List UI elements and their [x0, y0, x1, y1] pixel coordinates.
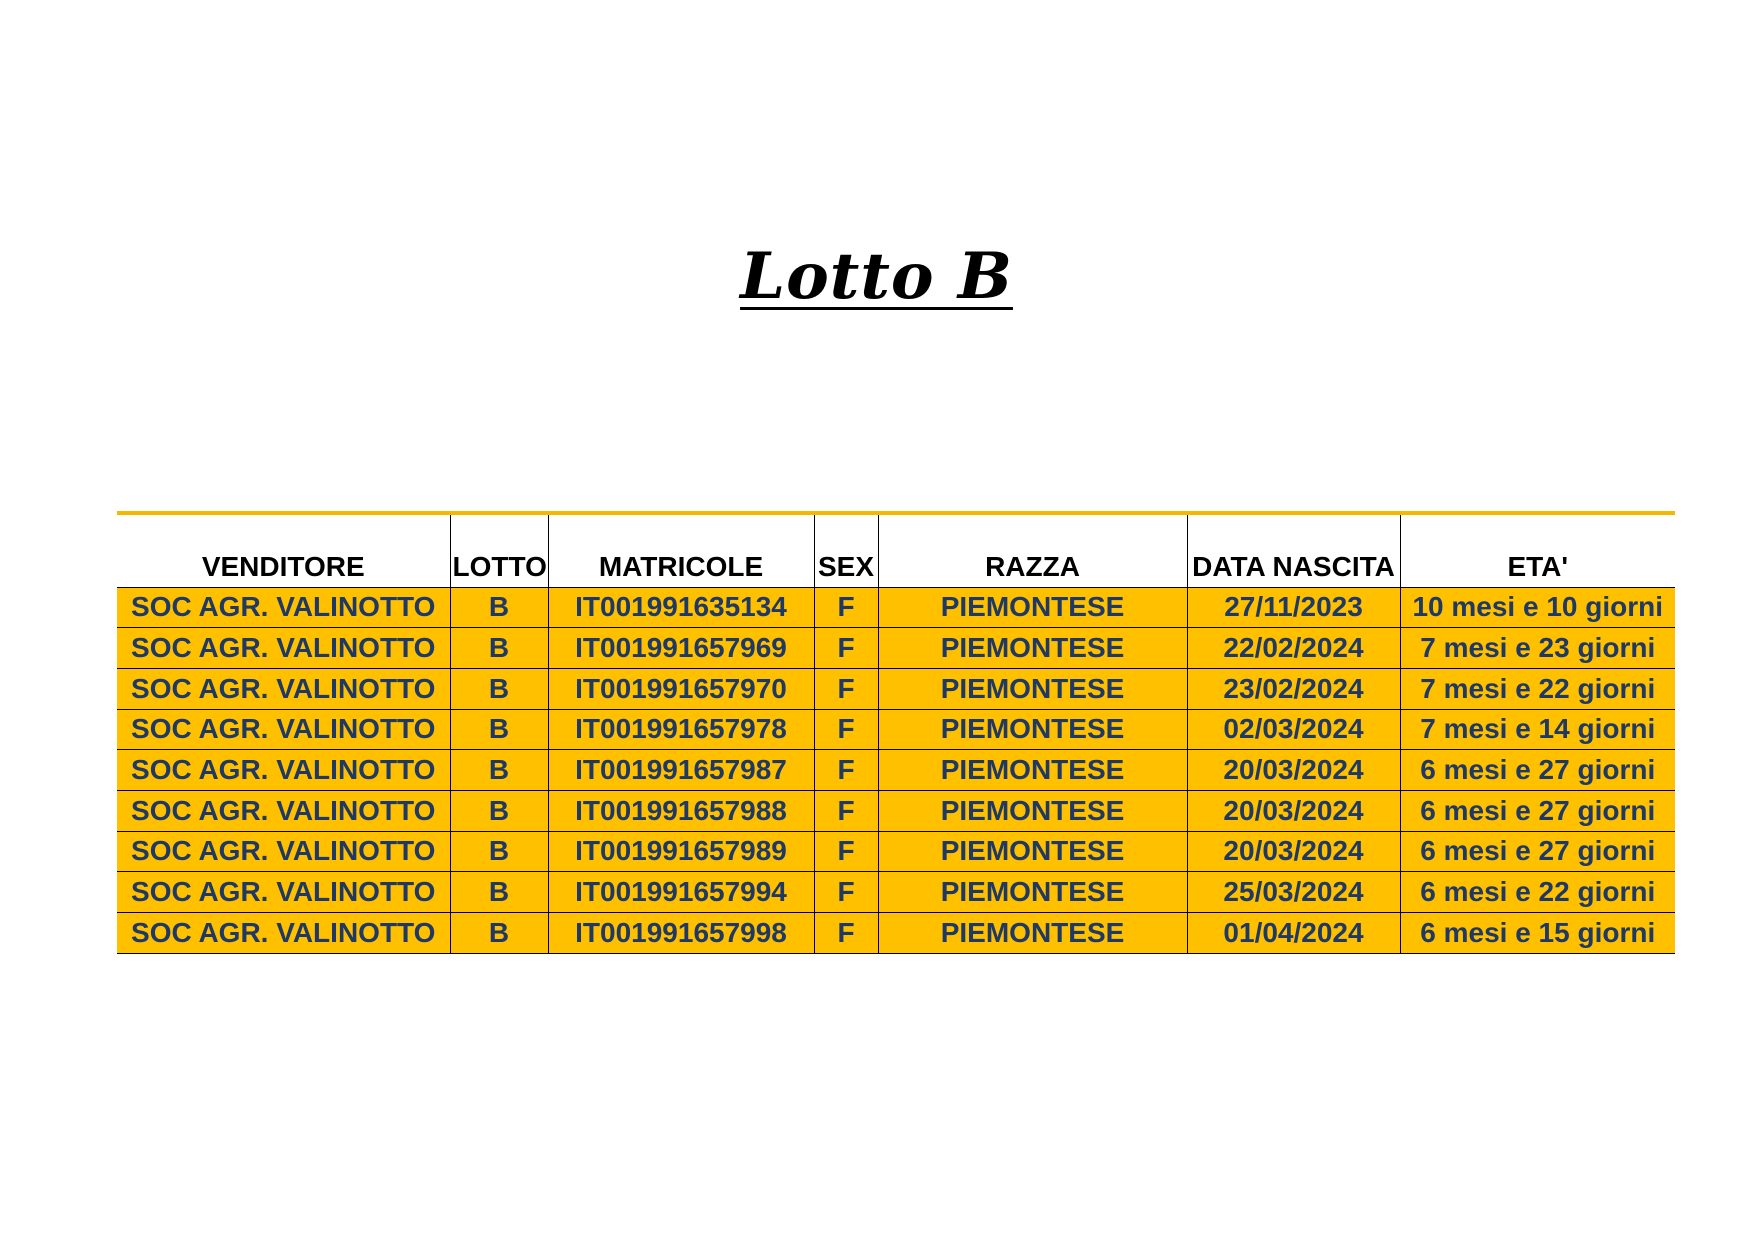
- cell-lotto: B: [450, 750, 548, 791]
- table-body: [117, 587, 1675, 953]
- cell-data-nascita: 20/03/2024: [1187, 750, 1400, 791]
- table-row: [117, 913, 1675, 954]
- cell-eta: 7 mesi e 23 giorni: [1400, 628, 1675, 669]
- cell-razza: PIEMONTESE: [878, 790, 1187, 831]
- cell-sex: F: [814, 587, 878, 628]
- cell-razza: PIEMONTESE: [878, 872, 1187, 913]
- lot-table: [117, 511, 1675, 954]
- cell-data-nascita: 20/03/2024: [1187, 790, 1400, 831]
- cell-razza: PIEMONTESE: [878, 913, 1187, 954]
- cell-sex: F: [814, 628, 878, 669]
- cell-razza: PIEMONTESE: [878, 831, 1187, 872]
- cell-eta: 6 mesi e 15 giorni: [1400, 913, 1675, 954]
- cell-matricola: IT001991657969: [548, 628, 814, 669]
- cell-matricola: IT001991657978: [548, 709, 814, 750]
- table-row: [117, 872, 1675, 913]
- page-title: [0, 238, 1753, 316]
- cell-venditore: SOC AGR. VALINOTTO: [117, 587, 450, 628]
- cell-sex: F: [814, 790, 878, 831]
- cell-lotto: B: [450, 587, 548, 628]
- header-lotto: LOTTO: [450, 513, 548, 587]
- cell-eta: 7 mesi e 14 giorni: [1400, 709, 1675, 750]
- cell-matricola: IT001991657988: [548, 790, 814, 831]
- cell-venditore: SOC AGR. VALINOTTO: [117, 750, 450, 791]
- cell-eta: 10 mesi e 10 giorni: [1400, 587, 1675, 628]
- cell-venditore: SOC AGR. VALINOTTO: [117, 872, 450, 913]
- cell-data-nascita: 23/02/2024: [1187, 668, 1400, 709]
- cell-razza: PIEMONTESE: [878, 709, 1187, 750]
- cell-sex: F: [814, 709, 878, 750]
- cell-razza: PIEMONTESE: [878, 750, 1187, 791]
- cell-eta: 7 mesi e 22 giorni: [1400, 668, 1675, 709]
- table-header: [117, 513, 1675, 587]
- cell-eta: 6 mesi e 27 giorni: [1400, 750, 1675, 791]
- cell-venditore: SOC AGR. VALINOTTO: [117, 790, 450, 831]
- cell-data-nascita: 20/03/2024: [1187, 831, 1400, 872]
- cell-data-nascita: 22/02/2024: [1187, 628, 1400, 669]
- cell-matricola: IT001991657998: [548, 913, 814, 954]
- cell-sex: F: [814, 668, 878, 709]
- cell-lotto: B: [450, 628, 548, 669]
- cell-razza: PIEMONTESE: [878, 668, 1187, 709]
- header-sex: SEX: [814, 513, 878, 587]
- cell-venditore: SOC AGR. VALINOTTO: [117, 628, 450, 669]
- header-data-nascita: DATA NASCITA: [1187, 513, 1400, 587]
- cell-sex: F: [814, 831, 878, 872]
- cell-data-nascita: 27/11/2023: [1187, 587, 1400, 628]
- cell-lotto: B: [450, 872, 548, 913]
- cell-eta: 6 mesi e 27 giorni: [1400, 831, 1675, 872]
- table-row: [117, 831, 1675, 872]
- cell-sex: F: [814, 913, 878, 954]
- table-row: [117, 587, 1675, 628]
- cell-matricola: IT001991657994: [548, 872, 814, 913]
- cell-venditore: SOC AGR. VALINOTTO: [117, 913, 450, 954]
- cell-data-nascita: 25/03/2024: [1187, 872, 1400, 913]
- header-venditore: VENDITORE: [117, 513, 450, 587]
- cell-matricola: IT001991657970: [548, 668, 814, 709]
- table-row: [117, 750, 1675, 791]
- cell-matricola: IT001991657987: [548, 750, 814, 791]
- cell-venditore: SOC AGR. VALINOTTO: [117, 709, 450, 750]
- page-title-text: Lotto B: [740, 239, 1013, 314]
- cell-lotto: B: [450, 790, 548, 831]
- cell-lotto: B: [450, 709, 548, 750]
- table-row: [117, 668, 1675, 709]
- cell-eta: 6 mesi e 27 giorni: [1400, 790, 1675, 831]
- cell-sex: F: [814, 750, 878, 791]
- cell-data-nascita: 01/04/2024: [1187, 913, 1400, 954]
- table-row: [117, 709, 1675, 750]
- cell-eta: 6 mesi e 22 giorni: [1400, 872, 1675, 913]
- cell-razza: PIEMONTESE: [878, 587, 1187, 628]
- header-row: [117, 513, 1675, 587]
- header-razza: RAZZA: [878, 513, 1187, 587]
- cell-lotto: B: [450, 913, 548, 954]
- cell-sex: F: [814, 872, 878, 913]
- cell-matricola: IT001991657989: [548, 831, 814, 872]
- header-eta: ETA': [1400, 513, 1675, 587]
- cell-lotto: B: [450, 668, 548, 709]
- table-row: [117, 628, 1675, 669]
- cell-venditore: SOC AGR. VALINOTTO: [117, 668, 450, 709]
- cell-razza: PIEMONTESE: [878, 628, 1187, 669]
- cell-matricola: IT001991635134: [548, 587, 814, 628]
- cell-data-nascita: 02/03/2024: [1187, 709, 1400, 750]
- cell-lotto: B: [450, 831, 548, 872]
- table-row: [117, 790, 1675, 831]
- cell-venditore: SOC AGR. VALINOTTO: [117, 831, 450, 872]
- header-matricole: MATRICOLE: [548, 513, 814, 587]
